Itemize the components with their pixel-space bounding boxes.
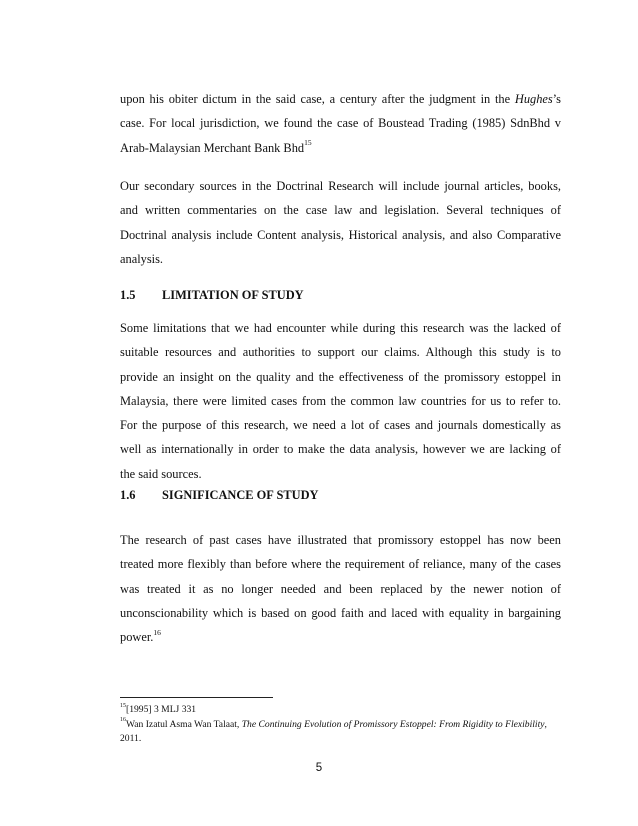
footnote-marker: 16: [120, 717, 126, 724]
footnote-separator: [120, 697, 273, 698]
paragraph-limitations: [120, 316, 561, 486]
text-line: was treated it as no longer needed and been replaced by the newer notion of: [120, 581, 561, 596]
paragraph-secondary-sources: [120, 174, 561, 271]
footnote-text: [1995] 3 MLJ 331: [126, 704, 197, 715]
text-span: Arab-Malaysian Merchant Bank Bhd: [120, 140, 305, 155]
text-line: For the purpose of this research, we need a lot of cases and journals domestically as: [120, 418, 561, 433]
text-line: suitable resources and authorities to support our claims. Although this study is to: [120, 345, 561, 360]
footnote-ref-15[interactable]: 15: [304, 138, 312, 148]
text-line: analysis.: [120, 251, 164, 266]
text-line: provide an insight on the quality and the effectiveness of the promissory estoppel in: [120, 369, 561, 384]
section-number: 1.6: [120, 488, 136, 502]
section-heading-limitation: [120, 288, 304, 303]
text-span: upon his obiter dictum in the said case, a century after the judgment in the: [120, 92, 515, 106]
text-line: case. For local jurisdiction, we found the case of Boustead Trading (1985) SdnBhd v: [120, 116, 561, 131]
text-line: the said sources.: [120, 466, 202, 481]
text-line: Some limitations that we had encounter while during this research was the lacked of: [120, 321, 561, 335]
text-line: [120, 87, 561, 111]
section-title: SIGNIFICANCE OF STUDY: [162, 488, 319, 502]
footnote-title: The Continuing Evolution of Promissory Estoppel: From Rigidity to Flexibility: [241, 718, 545, 730]
footnotes: [120, 703, 580, 747]
footnote-16-year: 2011.: [120, 733, 142, 744]
text-line: [120, 136, 561, 160]
italic-case-name: Hughes: [514, 92, 553, 106]
text-line: The research of past cases have illustrated that promissory estoppel has now been: [120, 533, 561, 547]
text-span: power.: [120, 630, 154, 645]
footnote-marker: 15: [120, 702, 126, 709]
text-line: Our secondary sources in the Doctrinal Research will include journal articles, books,: [120, 179, 561, 193]
text-line: well as internationally in order to make the data analysis, however we are lacking of: [120, 442, 561, 457]
text-line: treated more flexibly than before where the requirement of reliance, many of the cases: [120, 557, 561, 572]
footnote-16: [120, 718, 580, 733]
text-span: ’s: [552, 92, 561, 106]
section-number: 1.5: [120, 288, 136, 302]
paragraph-significance: [120, 528, 561, 649]
paragraph-case-references: [120, 87, 561, 160]
footnote-text: ,: [544, 718, 547, 730]
footnote-15: [120, 703, 580, 718]
text-line: Malaysia, there were limited cases from the common law countries for us to refer to.: [120, 393, 561, 408]
text-line: and written commentaries on the case law and legislation. Several techniques of: [120, 203, 561, 218]
section-title: LIMITATION OF STUDY: [162, 288, 304, 302]
section-heading-significance: [120, 488, 319, 503]
footnote-author: Wan Izatul Asma Wan Talaat,: [126, 718, 242, 730]
text-line: unconscionability which is based on good faith and laced with equality in bargaining: [120, 605, 561, 620]
text-line: [120, 625, 561, 649]
text-line: Doctrinal analysis include Content analysis, Historical analysis, and also Comparative: [120, 227, 561, 242]
footnote-ref-16[interactable]: 16: [153, 628, 161, 638]
page-number: 5: [315, 762, 323, 774]
